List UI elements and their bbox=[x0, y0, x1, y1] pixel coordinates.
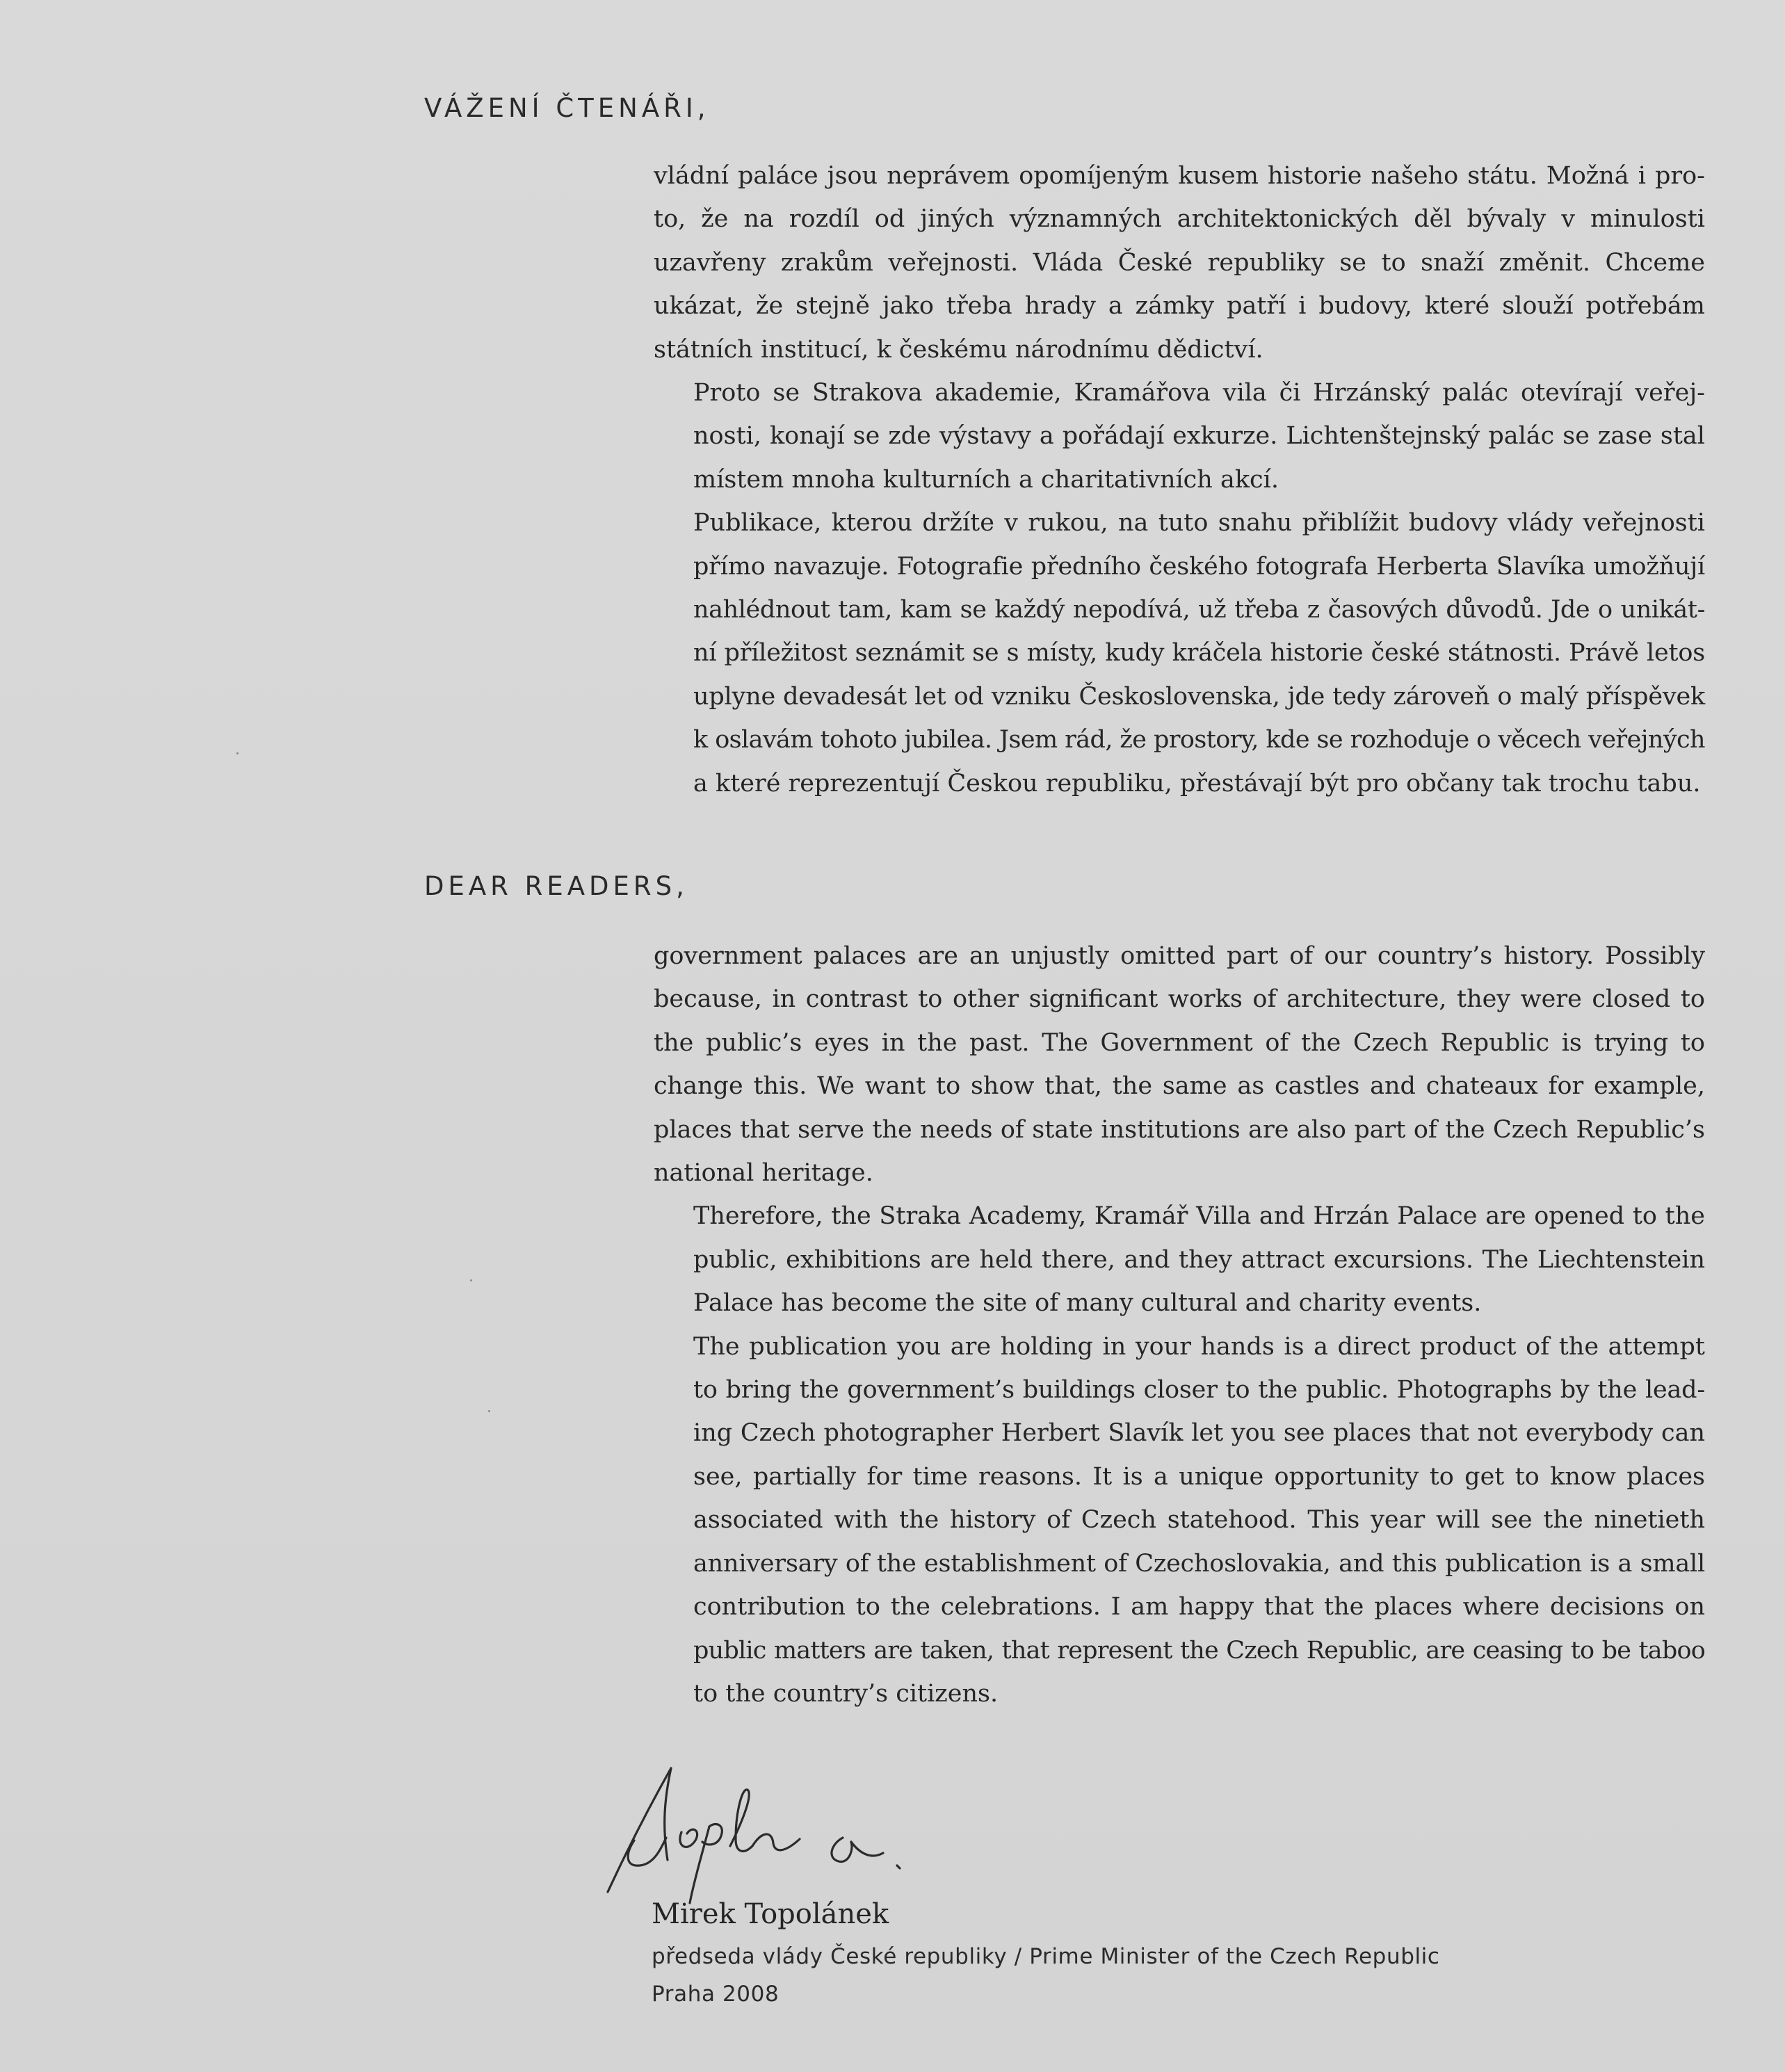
text-line: přímo navazuje. Fotografie předního českého fotografa Herberta Slavíka umožňují bbox=[693, 552, 1705, 581]
text-line: contribution to the celebrations. I am happy that the places where decisions on bbox=[693, 1593, 1705, 1621]
text-line: ukázat, že stejně jako třeba hrady a zámky patří i budovy, které slouží potřebám bbox=[654, 292, 1705, 321]
paper-speck bbox=[470, 1279, 472, 1281]
signatory-name: Mirek Topolánek bbox=[652, 1898, 889, 1930]
handwritten-signature bbox=[598, 1749, 987, 1909]
text-line: ing Czech photographer Herbert Slavík let you see places that not everybody can bbox=[693, 1419, 1705, 1448]
text-line: to, že na rozdíl od jiných významných architektonických děl bývaly v minulosti bbox=[654, 205, 1705, 234]
paragraph bbox=[654, 501, 1705, 805]
paragraph bbox=[654, 1195, 1705, 1325]
czech-letter-body bbox=[654, 154, 1705, 805]
text-line: a které reprezentují Českou republiku, přestávají být pro občany tak trochu tabu. bbox=[693, 769, 1701, 798]
text-line: místem mnoha kulturních a charitativních akcí. bbox=[693, 465, 1279, 494]
text-line: public matters are taken, that represent the Czech Republic, are ceasing to be taboo bbox=[693, 1636, 1705, 1665]
text-line: change this. We want to show that, the same as castles and chateaux for example, bbox=[654, 1072, 1705, 1101]
text-line: Palace has become the site of many cultural and charity events. bbox=[693, 1289, 1482, 1318]
signatory-title: předseda vlády České republiky / Prime Minister of the Czech Republic bbox=[652, 1944, 1440, 1969]
text-line: to bring the government’s buildings closer to the public. Photographs by the lead- bbox=[693, 1376, 1705, 1405]
text-line: to the country’s citizens. bbox=[693, 1679, 999, 1708]
paragraph bbox=[654, 154, 1705, 371]
text-line: the public’s eyes in the past. The Government of the Czech Republic is trying to bbox=[654, 1028, 1705, 1057]
paper-speck bbox=[236, 752, 239, 754]
text-line: k oslavám tohoto jubilea. Jsem rád, že prostory, kde se rozhoduje o věcech veřejných bbox=[693, 726, 1705, 754]
place-and-date: Praha 2008 bbox=[652, 1982, 780, 2007]
paragraph bbox=[654, 371, 1705, 501]
text-line: anniversary of the establishment of Czechoslovakia, and this publication is a small bbox=[693, 1549, 1705, 1578]
text-line: associated with the history of Czech statehood. This year will see the ninetieth bbox=[693, 1506, 1705, 1535]
text-line: government palaces are an unjustly omitted part of our country’s history. Possibly bbox=[654, 942, 1705, 970]
paper-speck bbox=[488, 1410, 490, 1412]
text-line: see, partially for time reasons. It is a unique opportunity to get to know places bbox=[693, 1462, 1705, 1491]
text-line: nosti, konají se zde výstavy a pořádají exkurze. Lichtenštejnský palác se zase stal bbox=[693, 422, 1705, 451]
text-line: public, exhibitions are held there, and they attract excursions. The Liechtenstein bbox=[693, 1245, 1705, 1274]
text-line: national heritage. bbox=[654, 1159, 873, 1188]
text-line: uzavřeny zrakům veřejnosti. Vláda České republiky se to snaží změnit. Chceme bbox=[654, 248, 1705, 277]
text-line: ní příležitost seznámit se s místy, kudy kráčela historie české státnosti. Právě letos bbox=[693, 639, 1705, 667]
text-line: státních institucí, k českému národnímu dědictví. bbox=[654, 335, 1263, 364]
czech-heading: VÁŽENÍ ČTENÁŘI, bbox=[424, 93, 710, 123]
signature-block bbox=[652, 1898, 1440, 2007]
text-line: The publication you are holding in your hands is a direct product of the attempt bbox=[693, 1332, 1705, 1361]
text-line: because, in contrast to other significant works of architecture, they were closed to bbox=[654, 985, 1705, 1014]
english-heading: DEAR READERS, bbox=[424, 871, 688, 901]
text-line: Proto se Strakova akademie, Kramářova vila či Hrzánský palác otevírají veřej- bbox=[693, 379, 1705, 407]
text-line: nahlédnout tam, kam se každý nepodívá, už třeba z časových důvodů. Jde o unikát- bbox=[693, 596, 1705, 624]
text-line: places that serve the needs of state institutions are also part of the Czech Republic’s bbox=[654, 1115, 1705, 1144]
text-line: vládní paláce jsou neprávem opomíjeným kusem historie našeho státu. Možná i pro- bbox=[654, 162, 1705, 190]
text-line: uplyne devadesát let od vzniku Československa, jde tedy zároveň o malý příspěvek bbox=[693, 682, 1705, 711]
paragraph bbox=[654, 934, 1705, 1195]
text-line: Publikace, kterou držíte v rukou, na tuto snahu přiblížit budovy vlády veřejnosti bbox=[693, 509, 1705, 537]
text-line: Therefore, the Straka Academy, Kramář Villa and Hrzán Palace are opened to the bbox=[693, 1202, 1705, 1231]
english-letter-body bbox=[654, 934, 1705, 1715]
paragraph bbox=[654, 1325, 1705, 1716]
